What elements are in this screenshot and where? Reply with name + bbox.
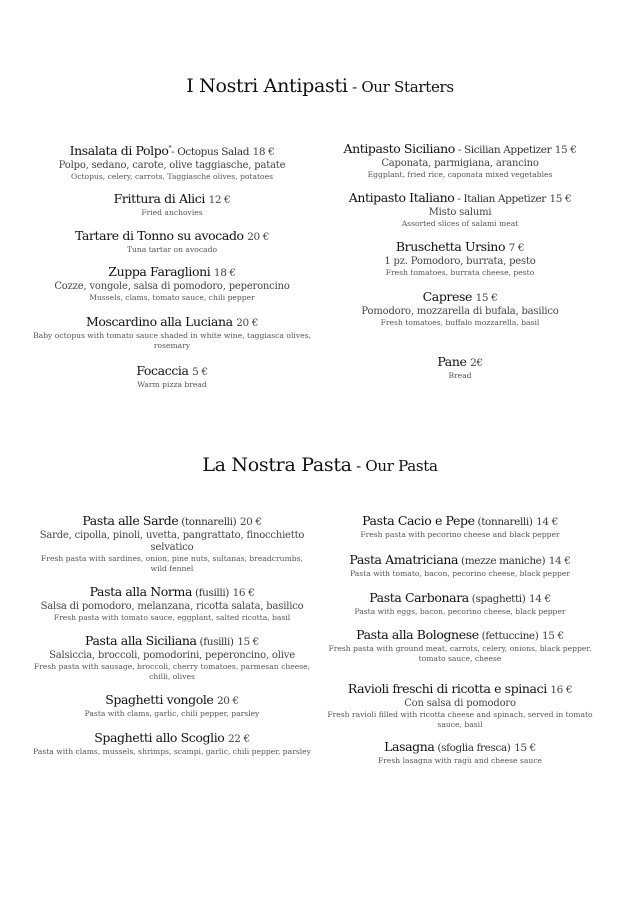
menu-item-title [320, 627, 600, 644]
menu-item [320, 681, 600, 730]
antipasti-heading [0, 75, 640, 97]
menu-item [32, 513, 312, 574]
dish-subtitle: - Sicilian Appetizer [454, 144, 552, 156]
dish-ingredients-italian: Pomodoro, mozzarella di bufala, basilico [361, 306, 559, 317]
dish-description-english: Fresh lasagna with ragù and cheese sauce [378, 756, 542, 765]
dish-subtitle: - Octopus Salad [171, 146, 250, 159]
menu-item-title [32, 730, 312, 747]
dish-price: 16 € [232, 587, 255, 599]
dish-subtitle: (sfoglia fresca) [434, 742, 511, 754]
dish-subtitle: (fusilli) [196, 636, 234, 648]
menu-item [32, 584, 312, 623]
dish-description-english: Fried anchovies [141, 208, 203, 217]
dish-price: 2€ [470, 357, 483, 369]
menu-item-title [320, 239, 600, 256]
dish-name: Caprese [422, 289, 473, 304]
dish-price: 5 € [192, 366, 208, 378]
dish-description-english: Eggplant, fried rice, caponata mixed vegetables [367, 170, 553, 179]
dish-ingredients-italian: Con salsa di pomodoro [404, 698, 516, 709]
dish-price: 20 € [247, 231, 270, 243]
dish-description-english: Fresh pasta with sardines, onion, pine nuts, sultanas, breadcrumbs, wild fennel [41, 554, 303, 573]
dish-subtitle: (spaghetti) [468, 593, 526, 605]
dish-price: 15 € [514, 742, 536, 754]
dish-subtitle: (mezze maniche) [458, 555, 546, 567]
dish-description-english: Tuna tartar on avocado [126, 245, 218, 254]
menu-item [32, 314, 312, 351]
dish-price: 20 € [236, 317, 259, 329]
dish-name: Antipasto Siciliano [343, 141, 455, 156]
dish-description-english: Octopus, celery, carrots, Taggiasche olives, potatoes [71, 172, 273, 182]
section-subtitle: - Our Pasta [351, 457, 438, 475]
dish-price: 16 € [550, 684, 573, 696]
menu-item [32, 363, 312, 390]
dish-price: 12 € [208, 194, 231, 206]
pasta-heading [0, 454, 640, 476]
dish-description-english: Baby octopus with tomato sauce shaded in white wine, taggiasca olives, rosemary [33, 331, 311, 350]
menu-item [32, 692, 312, 719]
dish-ingredients-italian: Cozze, vongole, salsa di pomodoro, peperoncino [54, 281, 290, 292]
dish-description-english: Pasta with clams, mussels, shrimps, scampi, garlic, chili pepper, parsley [33, 747, 311, 756]
menu-item-title [32, 692, 312, 709]
dish-description-english: Fresh pasta with pecorino cheese and black pepper [360, 530, 560, 539]
footnote-mark: * [168, 145, 172, 152]
dish-name: Pasta Cacio e Pepe [362, 513, 475, 528]
dish-description-english: Bread [448, 371, 472, 380]
dish-name: Spaghetti allo Scoglio [94, 730, 225, 745]
dish-price: 22 € [228, 733, 250, 745]
dish-name: Insalata di Polpo [69, 143, 169, 159]
menu-item [32, 730, 312, 757]
menu-item [320, 239, 600, 278]
menu-item [320, 739, 600, 766]
dish-price: 15 € [542, 630, 564, 642]
dish-description-english: Mussels, clams, tomato sauce, chili pepper [89, 293, 255, 302]
section-title: La Nostra Pasta [202, 454, 352, 476]
menu-item [32, 228, 312, 255]
menu-item-title [32, 264, 312, 281]
section-title: I Nostri Antipasti [186, 75, 348, 97]
dish-ingredients-italian: Caponata, parmigiana, arancino [381, 158, 539, 169]
dish-ingredients-italian: 1 pz. Pomodoro, burrata, pesto [384, 256, 536, 267]
dish-description-english: Fresh pasta with ground meat, carrots, celery, onions, black pepper, tomato sauce, cheese [328, 644, 592, 663]
section-subtitle: - Our Starters [347, 78, 454, 96]
dish-description-english: Pasta with eggs, bacon, pecorino cheese, black pepper [354, 607, 566, 616]
dish-description-english: Fresh tomatoes, buffalo mozzarella, basil [380, 318, 540, 327]
menu-item-title [320, 289, 600, 306]
dish-ingredients-italian: Salsiccia, broccoli, pomodorini, peperoncino, olive [49, 650, 295, 661]
dish-name: Pasta alla Bolognese [356, 627, 479, 642]
dish-price: 15 € [549, 193, 572, 205]
dish-name: Moscardino alla Luciana [85, 314, 233, 329]
dish-price: 15 € [237, 636, 259, 648]
dish-name: Zuppa Faraglioni [108, 264, 211, 279]
dish-price: 18 € [252, 146, 275, 159]
menu-item [320, 141, 600, 180]
dish-ingredients-italian: Polpo, sedano, carote, olive taggiasche, patate [58, 160, 286, 172]
dish-subtitle: (tonnarelli) [178, 516, 237, 528]
menu-item-title [32, 513, 312, 530]
dish-name: Pane [437, 354, 467, 369]
menu-item [32, 141, 312, 182]
dish-price: 20 € [217, 695, 239, 707]
menu-item-title [32, 141, 312, 160]
menu-item-title [320, 590, 600, 607]
menu-item-title [32, 363, 312, 380]
dish-ingredients-italian: Sarde, cipolla, pinoli, uvetta, pangrattato, finocchietto selvatico [39, 530, 305, 553]
dish-name: Pasta alle Sarde [82, 513, 179, 528]
dish-price: 20 € [239, 516, 262, 528]
dish-price: 14 € [548, 555, 571, 567]
dish-ingredients-italian: Misto salumi [428, 207, 492, 218]
menu-item-title [320, 681, 600, 698]
dish-price: 14 € [529, 593, 551, 605]
dish-description-english: Assorted slices of salami meat [401, 219, 519, 228]
dish-name: Tartare di Tonno su avocado [74, 228, 244, 243]
dish-name: Lasagna [384, 739, 435, 754]
dish-price: 15 € [554, 144, 577, 156]
dish-name: Frittura di Alici [113, 191, 205, 206]
menu-item [320, 190, 600, 229]
dish-ingredients-italian: Salsa di pomodoro, melanzana, ricotta salata, basilico [40, 601, 304, 612]
menu-item [32, 264, 312, 303]
dish-subtitle: (fusilli) [192, 587, 230, 599]
dish-subtitle: (fettuccine) [478, 630, 539, 642]
menu-item-title [320, 739, 600, 756]
dish-name: Bruschetta Ursino [395, 239, 506, 254]
menu-item-title [32, 584, 312, 601]
dish-description-english: Fresh tomatoes, burrata cheese, pesto [385, 268, 535, 277]
menu-item-title [32, 191, 312, 208]
menu-item [320, 590, 600, 617]
menu-item [320, 354, 600, 381]
menu-item [32, 191, 312, 218]
dish-name: Spaghetti vongole [105, 692, 214, 707]
menu-item-title [32, 314, 312, 331]
dish-price: 15 € [475, 292, 498, 304]
dish-name: Antipasto Italiano [348, 190, 455, 205]
dish-price: 18 € [213, 267, 236, 279]
dish-name: Focaccia [136, 363, 189, 378]
dish-name: Pasta alla Norma [89, 584, 192, 599]
menu-item-title [320, 552, 600, 569]
dish-price: 7 € [508, 242, 525, 254]
dish-subtitle: (tonnarelli) [474, 516, 533, 528]
dish-name: Ravioli freschi di ricotta e spinaci [347, 681, 547, 696]
menu-item [320, 627, 600, 664]
dish-description-english: Pasta with clams, garlic, chili pepper, parsley [84, 709, 260, 718]
menu-item [32, 633, 312, 682]
dish-subtitle: - Italian Appetizer [454, 193, 546, 205]
menu-item [320, 513, 600, 540]
dish-description-english: Warm pizza bread [137, 380, 207, 389]
dish-description-english: Fresh pasta with sausage, broccoli, cherry tomatoes, parmesan cheese, chilli, olives [33, 662, 311, 681]
dish-price: 14 € [536, 516, 558, 528]
menu-item-title [320, 513, 600, 530]
menu-item-title [320, 354, 600, 371]
menu-item-title [320, 190, 600, 207]
dish-name: Pasta Carbonara [369, 590, 469, 605]
menu-item-title [32, 633, 312, 650]
menu-item-title [32, 228, 312, 245]
menu-item-title [320, 141, 600, 158]
dish-description-english: Fresh pasta with tomato sauce, eggplant, salted ricotta, basil [53, 613, 291, 622]
menu-item [320, 289, 600, 328]
dish-description-english: Fresh ravioli filled with ricotta cheese and spinach, served in tomato sauce, basil [327, 710, 593, 729]
dish-description-english: Pasta with tomato, bacon, pecorino cheese, black pepper [350, 569, 570, 578]
dish-name: Pasta alla Siciliana [85, 633, 197, 648]
menu-item [320, 552, 600, 579]
dish-name: Pasta Amatriciana [349, 552, 459, 567]
